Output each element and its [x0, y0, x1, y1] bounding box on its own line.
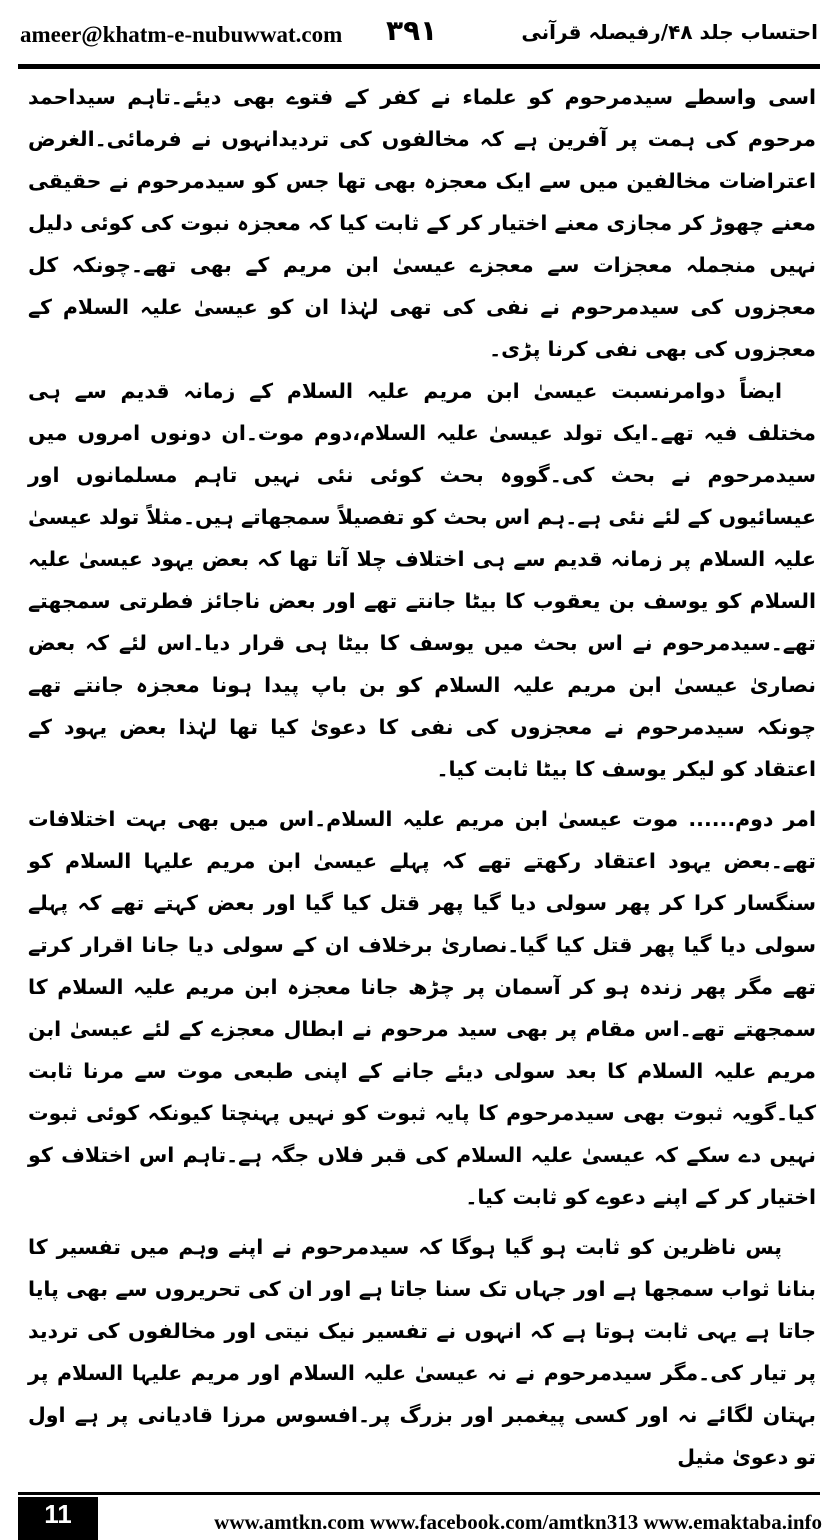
- footer-divider: [18, 1492, 820, 1495]
- header-book-title: احتساب جلد ۴۸/رفیصلہ قرآنی: [521, 20, 818, 44]
- footer-website-links: www.amtkn.com www.facebook.com/amtkn313 www.emaktaba.info: [214, 1510, 822, 1534]
- header-divider: [18, 64, 820, 69]
- paragraph-3: امر دوم...... موت عیسیٰ ابن مریم علیہ السلام۔اس میں بھی بہت اختلافات تھے۔بعض یہود اعتقاد رکھتے تھے کہ پہلے عیسیٰ ابن مریم علیہا السلام کو سنگسار کرا کر پھر سولی دیا گیا پھر قتل کیا گیا اور بعض کہتے تھے کہ پہلے سولی دیا گیا پھر قتل کیا گیا۔نصاریٰ برخلاف ان کے سولی دیا جانا اقرار کرتے تھے مگر پھر زندہ ہو کر آسمان پر چڑھ جانا معجزہ ابن مریم علیہ السلام کا سمجھتے تھے۔اس مقام پر بھی سید مرحوم نے ابطال معجزے کے لئے عیسیٰ ابن مریم علیہ السلام کا بعد سولی دیئے جانے کے اپنی طبعی موت سے مرنا ثابت کیا۔گویہ ثبوت بھی سیدمرحوم کا پایہ ثبوت کو نہیں پہنچتا کیونکہ کوئی ثبوت نہیں دے سکے کہ عیسیٰ علیہ السلام کی قبر فلاں جگہ ہے۔تاہم اس اختلاف کو اختیار کر کے اپنے دعوے کو ثابت کیا۔: [28, 807, 816, 1209]
- paragraph-2: ایضاً دوامرنسبت عیسیٰ ابن مریم علیہ السلام کے زمانہ قدیم سے ہی مختلف فیہ تھے۔ایک تولد عیسیٰ علیہ السلام،دوم موت۔ان دونوں امروں میں سیدمرحوم نے بحث کی۔گووہ بحث کوئی نئی نہیں تاہم مسلمانوں اور عیسائیوں کے لئے نئی ہے۔ہم اس بحث کو تفصیلاً سمجھاتے ہیں۔مثلاً تولد عیسیٰ علیہ السلام پر زمانہ قدیم سے ہی اختلاف چلا آتا تھا کہ بعض یہود عیسیٰ علیہ السلام کو یوسف بن یعقوب کا بیٹا جانتے تھے اور بعض ناجائز فطرتی سمجھتے تھے۔سیدمرحوم نے اس بحث میں یوسف کا بیٹا ہی قرار دیا۔اس لئے کہ بعض نصاریٰ عیسیٰ ابن مریم علیہ السلام کو بن باپ پیدا ہونا معجزہ جانتے تھے چونکہ سیدمرحوم نے معجزوں کی نفی کا دعویٰ کیا تھا لہٰذا بعض یہود کے اعتقاد کو لیکر یوسف کا بیٹا ثابت کیا۔: [28, 379, 816, 781]
- header-email: ameer@khatm-e-nubuwwat.com: [20, 22, 343, 47]
- header-page-number: ۳۹۱: [386, 14, 438, 47]
- page-body: [28, 76, 816, 1478]
- page-header: [0, 0, 840, 66]
- footer-page-index: 11: [44, 1499, 72, 1529]
- paragraph-4: پس ناظرین کو ثابت ہو گیا ہوگا کہ سیدمرحوم نے اپنے وہم میں تفسیر کا بنانا ثواب سمجھا ہے اور جہاں تک سنا جاتا ہے اور ان کی تحریروں سے بھی پایا جاتا ہے یہی ثابت ہوتا ہے کہ انہوں نے تفسیر نیک نیتی اور مخالفوں کی تردید پر تیار کی۔مگر سیدمرحوم نے نہ عیسیٰ علیہ السلام اور مریم علیہا السلام پر بہتان لگائے نہ اور کسی پیغمبر اور بزرگ پر۔افسوس مرزا قادیانی پر ہے اول تو دعویٰ مثیل: [28, 1235, 816, 1469]
- paragraph-1: اسی واسطے سیدمرحوم کو علماء نے کفر کے فتوے بھی دیئے۔تاہم سیداحمد مرحوم کی ہمت پر آفرین ہے کہ مخالفوں کی تردیدانہوں نے فرمائی۔الغرض اعتراضات مخالفین میں سے ایک معجزہ بھی تھا جس کو سیدمرحوم نے حقیقی معنے چھوڑ کر مجازی معنے اختیار کر کے ثابت کیا کہ معجزہ نبوت کی کوئی دلیل نہیں منجملہ معجزات سے معجزے عیسیٰ ابن مریم کے بھی تھے۔چونکہ کل معجزوں کی سیدمرحوم نے نفی کی تھی لہٰذا ان کو عیسیٰ علیہ السلام کے معجزوں کی بھی نفی کرنا پڑی۔: [28, 85, 816, 361]
